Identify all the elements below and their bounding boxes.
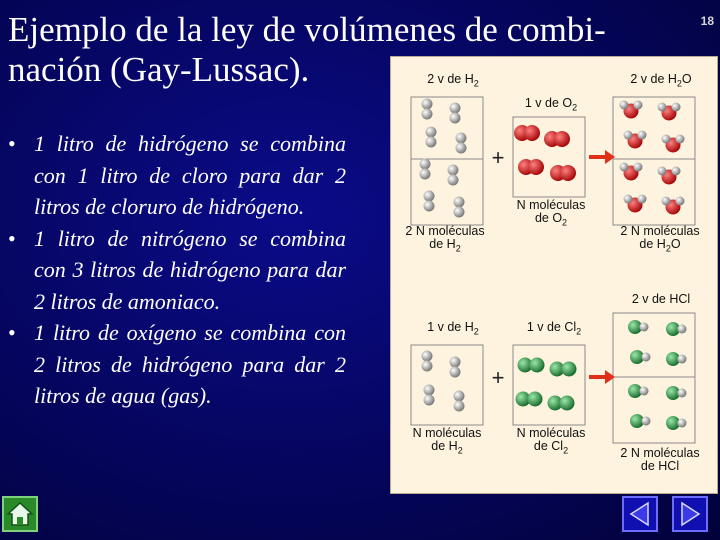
hydrogen-atom xyxy=(620,101,629,110)
slide-title: Ejemplo de la ley de volúmenes de combi-nación (Gay-Lussac). xyxy=(8,10,606,89)
hydrogen-atom xyxy=(624,131,633,140)
hcl-cl2-molecules-label: N moléculas de $Cl_2$ xyxy=(516,426,586,456)
hydrogen-atom xyxy=(658,167,667,176)
hydrogen-atom xyxy=(450,113,461,124)
home-button[interactable] xyxy=(2,496,38,532)
water-product-volume-label: 2 v de $H_2O$ xyxy=(630,72,692,89)
hydrogen-atom xyxy=(456,133,467,144)
hydrogen-atom xyxy=(678,389,687,398)
hydrogen-atom xyxy=(456,143,467,154)
volume-box xyxy=(613,377,695,443)
reaction-arrow-icon xyxy=(589,150,615,164)
bullet-icon: • xyxy=(8,320,16,345)
home-icon xyxy=(4,498,36,530)
hcl-h2-volume-label: 1 v de $H_2$ xyxy=(427,320,479,337)
previous-slide-button[interactable] xyxy=(622,496,658,532)
hydrogen-atom xyxy=(424,191,435,202)
bullet-item xyxy=(6,128,346,223)
hydrogen-atom xyxy=(678,325,687,334)
volume-boxes xyxy=(411,97,695,443)
hydrogen-atom xyxy=(672,103,681,112)
volume-box xyxy=(411,159,483,225)
hydrogen-atom xyxy=(662,197,671,206)
hydrogen-atom xyxy=(624,195,633,204)
water-h2-molecules-label: 2 N moléculas de $H_2$ xyxy=(405,224,485,254)
hydrogen-atom xyxy=(454,391,465,402)
water-product-molecules-label: 2 N moléculas de $H_2O$ xyxy=(620,224,700,254)
hydrogen-atom xyxy=(420,159,431,170)
hydrogen-atom xyxy=(678,419,687,428)
oxygen-atom xyxy=(560,165,576,181)
hydrogen-atom xyxy=(640,323,649,332)
water-o2-volume-label: 1 v de $O_2$ xyxy=(524,96,578,113)
gay-lussac-figure xyxy=(390,56,718,494)
previous-triangle-icon xyxy=(624,498,656,530)
hydrogen-atom xyxy=(450,357,461,368)
hcl-product-volume-label: 2 v de HCl xyxy=(631,292,691,306)
hydrogen-atom xyxy=(422,351,433,362)
oxygen-atom xyxy=(528,159,544,175)
bullet-list xyxy=(6,128,346,412)
hcl-cl2-volume-label: 1 v de $Cl_2$ xyxy=(526,320,582,337)
hydrogen-atom xyxy=(658,103,667,112)
hydrogen-atom xyxy=(426,127,437,138)
chlorine-atom xyxy=(560,396,575,411)
bullet-item xyxy=(6,223,346,318)
chlorine-atom xyxy=(562,362,577,377)
bullet-text: 1 litro de nitrógeno se combina con 3 litros de hidrógeno para dar 2 litros de amoniaco. xyxy=(34,225,346,314)
hydrogen-atom xyxy=(422,109,433,120)
reaction-arrow-icon xyxy=(589,370,615,384)
bullet-icon: • xyxy=(8,131,16,156)
hydrogen-atom xyxy=(638,195,647,204)
next-triangle-icon xyxy=(674,498,706,530)
hydrogen-atom xyxy=(420,169,431,180)
bullet-item xyxy=(6,317,346,412)
hydrogen-atom xyxy=(642,353,651,362)
volume-box xyxy=(513,345,585,425)
hcl-product-molecules-label: 2 N moléculas de HCl xyxy=(620,446,700,473)
hydrogen-atom xyxy=(676,135,685,144)
hydrogen-atom xyxy=(448,165,459,176)
hcl-h2-molecules-label: N moléculas de $H_2$ xyxy=(412,426,482,456)
hydrogen-atom xyxy=(672,167,681,176)
hydrogen-atom xyxy=(676,197,685,206)
oxygen-atom xyxy=(554,131,570,147)
hydrogen-atom xyxy=(424,395,435,406)
hydrogen-atom xyxy=(424,385,435,396)
hydrogen-atom xyxy=(642,417,651,426)
oxygen-atom xyxy=(524,125,540,141)
bullet-text: 1 litro de hidrógeno se combina con 1 litro de cloro para dar 2 litros de cloruro de hidrógeno. xyxy=(34,131,346,219)
hydrogen-atom xyxy=(454,197,465,208)
hydrogen-atom xyxy=(634,101,643,110)
hydrogen-atom xyxy=(638,131,647,140)
next-slide-button[interactable] xyxy=(672,496,708,532)
plus-sign: + xyxy=(491,145,505,170)
hydrogen-atom xyxy=(454,401,465,412)
hydrogen-atom xyxy=(426,137,437,148)
reaction-marks xyxy=(492,145,615,390)
water-h2-volume-label: 2 v de $H_2$ xyxy=(427,72,479,89)
hydrogen-atom xyxy=(422,361,433,372)
water-o2-molecules-label: N moléculas de $O_2$ xyxy=(516,198,586,228)
bullet-icon: • xyxy=(8,225,16,251)
hydrogen-atom xyxy=(450,103,461,114)
chlorine-atom xyxy=(528,392,543,407)
molecules xyxy=(420,96,687,431)
hydrogen-atom xyxy=(454,207,465,218)
chlorine-atom xyxy=(530,358,545,373)
bullet-text: 1 litro de oxígeno se combina con 2 litros de hidrógeno para dar 2 litros de agua (gas). xyxy=(34,320,346,408)
hydrogen-atom xyxy=(640,387,649,396)
hydrogen-atom xyxy=(620,163,629,172)
slide-number: 18 xyxy=(700,14,714,28)
hydrogen-atom xyxy=(448,175,459,186)
hydrogen-atom xyxy=(424,201,435,212)
hydrogen-atom xyxy=(678,355,687,364)
hydrogen-atom xyxy=(634,163,643,172)
hydrogen-atom xyxy=(662,135,671,144)
hydrogen-atom xyxy=(422,99,433,110)
plus-sign: + xyxy=(491,365,505,390)
hydrogen-atom xyxy=(450,367,461,378)
volume-box xyxy=(613,97,695,225)
